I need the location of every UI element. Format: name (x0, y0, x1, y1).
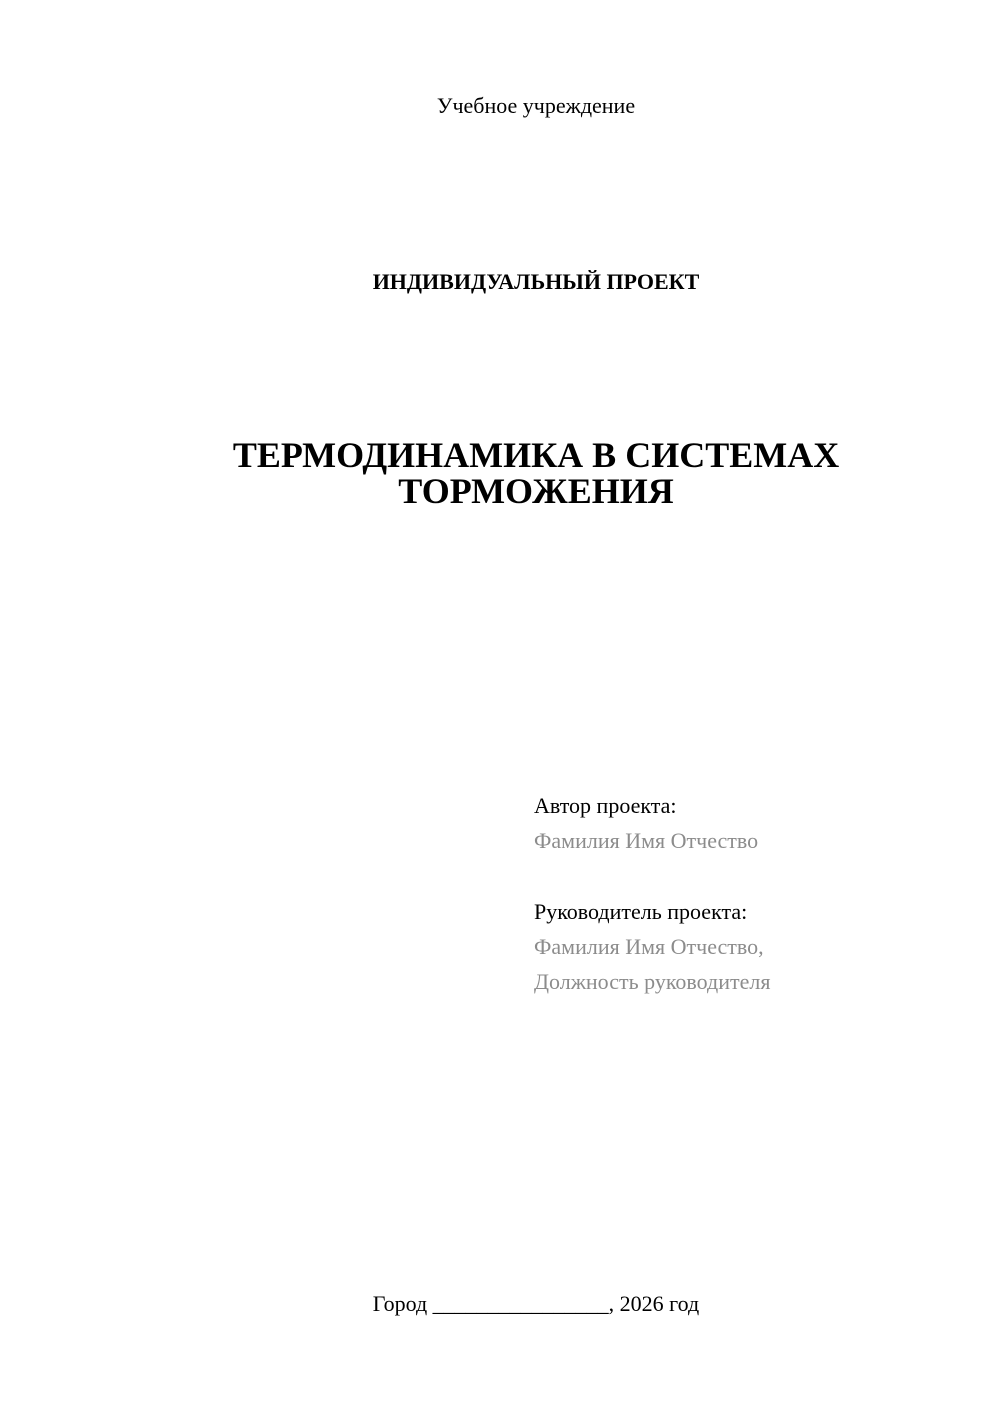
project-info-block (534, 788, 974, 999)
supervisor-position-placeholder: Должность руководителя (534, 969, 771, 994)
city-year-footer: Город ________________, 2026 год (372, 1291, 700, 1316)
project-title-line-2: ТОРМОЖЕНИЯ (398, 471, 674, 511)
author-label: Автор проекта: (534, 793, 677, 818)
project-type-heading: ИНДИВИДУАЛЬНЫЙ ПРОЕКТ (372, 269, 700, 294)
supervisor-name-placeholder: Фамилия Имя Отчество, (534, 934, 764, 959)
institution-name: Учебное учреждение (436, 93, 636, 118)
supervisor-label: Руководитель проекта: (534, 899, 748, 924)
info-spacer (534, 858, 974, 894)
project-title-line-1: ТЕРМОДИНАМИКА В СИСТЕМАХ (232, 435, 840, 475)
project-title (0, 437, 1000, 509)
author-name-placeholder: Фамилия Имя Отчество (534, 828, 759, 853)
